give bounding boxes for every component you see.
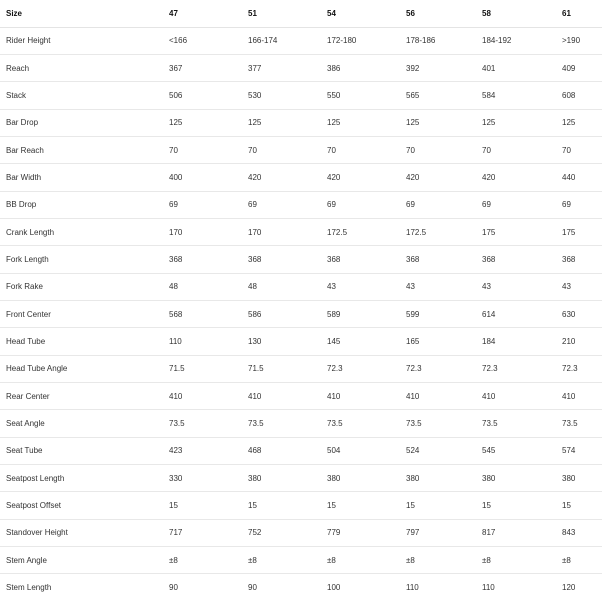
table-cell: 15 bbox=[562, 492, 602, 519]
table-cell: 586 bbox=[248, 300, 327, 327]
table-cell: 565 bbox=[406, 82, 482, 109]
row-label: Bar Reach bbox=[0, 136, 169, 163]
table-body bbox=[0, 27, 602, 601]
table-cell: 380 bbox=[482, 465, 562, 492]
table-cell: 73.5 bbox=[327, 410, 406, 437]
table-cell: 69 bbox=[248, 191, 327, 218]
header-row bbox=[0, 0, 602, 27]
table-cell: 440 bbox=[562, 164, 602, 191]
table-cell: 43 bbox=[562, 273, 602, 300]
table-cell: 368 bbox=[406, 246, 482, 273]
table-row bbox=[0, 382, 602, 409]
table-cell: 368 bbox=[248, 246, 327, 273]
row-label: Fork Rake bbox=[0, 273, 169, 300]
table-cell: 69 bbox=[327, 191, 406, 218]
row-label: Standover Height bbox=[0, 519, 169, 546]
table-cell: 599 bbox=[406, 300, 482, 327]
row-label: Rider Height bbox=[0, 27, 169, 54]
table-cell: 178-186 bbox=[406, 27, 482, 54]
table-cell: 43 bbox=[482, 273, 562, 300]
table-cell: 125 bbox=[406, 109, 482, 136]
table-cell: 409 bbox=[562, 54, 602, 81]
table-cell: 545 bbox=[482, 437, 562, 464]
table-cell: 166-174 bbox=[248, 27, 327, 54]
table-cell: 175 bbox=[562, 218, 602, 245]
table-cell: 48 bbox=[248, 273, 327, 300]
table-cell: 210 bbox=[562, 328, 602, 355]
table-cell: 524 bbox=[406, 437, 482, 464]
table-cell: 367 bbox=[169, 54, 248, 81]
row-label: Head Tube Angle bbox=[0, 355, 169, 382]
table-cell: 125 bbox=[562, 109, 602, 136]
table-cell: 172-180 bbox=[327, 27, 406, 54]
row-label: Head Tube bbox=[0, 328, 169, 355]
table-cell: 423 bbox=[169, 437, 248, 464]
table-cell: 15 bbox=[169, 492, 248, 519]
table-row bbox=[0, 410, 602, 437]
table-cell: 125 bbox=[169, 109, 248, 136]
table-row bbox=[0, 355, 602, 382]
row-label: Front Center bbox=[0, 300, 169, 327]
table-cell: 165 bbox=[406, 328, 482, 355]
row-label: Bar Drop bbox=[0, 109, 169, 136]
table-cell: 380 bbox=[327, 465, 406, 492]
table-cell: 175 bbox=[482, 218, 562, 245]
table-cell: 574 bbox=[562, 437, 602, 464]
table-cell: 400 bbox=[169, 164, 248, 191]
table-cell: 330 bbox=[169, 465, 248, 492]
table-cell: 73.5 bbox=[169, 410, 248, 437]
row-label: Crank Length bbox=[0, 218, 169, 245]
table-cell: 70 bbox=[327, 136, 406, 163]
table-cell: 410 bbox=[482, 382, 562, 409]
table-cell: 380 bbox=[562, 465, 602, 492]
table-cell: 392 bbox=[406, 54, 482, 81]
table-row bbox=[0, 27, 602, 54]
table-cell: 380 bbox=[248, 465, 327, 492]
table-cell: 70 bbox=[406, 136, 482, 163]
table-cell: ±8 bbox=[482, 547, 562, 574]
row-label: Seatpost Length bbox=[0, 465, 169, 492]
row-label: Seat Tube bbox=[0, 437, 169, 464]
table-cell: 90 bbox=[248, 583, 257, 593]
table-row bbox=[0, 300, 602, 327]
table-cell: 717 bbox=[169, 519, 248, 546]
table-cell: ±8 bbox=[406, 547, 482, 574]
table-cell: 368 bbox=[327, 246, 406, 273]
row-label: Stem Angle bbox=[0, 547, 169, 574]
table-cell: 410 bbox=[248, 382, 327, 409]
table-cell: 110 bbox=[169, 328, 248, 355]
table-cell: 69 bbox=[169, 191, 248, 218]
header-cell-size-1: 47 bbox=[169, 0, 248, 27]
table-cell: 15 bbox=[248, 492, 327, 519]
table-cell: 504 bbox=[327, 437, 406, 464]
table-cell: 145 bbox=[327, 328, 406, 355]
table-cell: 420 bbox=[248, 164, 327, 191]
table-cell: 420 bbox=[482, 164, 562, 191]
table-cell: 73.5 bbox=[562, 410, 602, 437]
table-cell: ±8 bbox=[248, 547, 327, 574]
table-cell: 368 bbox=[482, 246, 562, 273]
row-label: Fork Length bbox=[0, 246, 169, 273]
table-cell: 170 bbox=[169, 218, 248, 245]
table-cell: ±8 bbox=[562, 547, 602, 574]
table-cell: 130 bbox=[248, 328, 327, 355]
table-cell: 70 bbox=[169, 136, 248, 163]
table-cell: 15 bbox=[482, 492, 562, 519]
table-cell: 589 bbox=[327, 300, 406, 327]
table-cell: 70 bbox=[562, 136, 602, 163]
table-cell: 125 bbox=[248, 109, 327, 136]
row-label: Bar Width bbox=[0, 164, 169, 191]
table-cell: ±8 bbox=[169, 547, 248, 574]
table-row bbox=[0, 492, 602, 519]
table-cell: 172.5 bbox=[327, 218, 406, 245]
row-label: Seatpost Offset bbox=[0, 492, 169, 519]
table-cell: 752 bbox=[248, 519, 327, 546]
table-cell: 420 bbox=[327, 164, 406, 191]
table-cell: 608 bbox=[562, 82, 602, 109]
header-cell-size-2: 51 bbox=[248, 0, 327, 27]
table-cell: 817 bbox=[482, 519, 562, 546]
table-row bbox=[0, 519, 602, 546]
table-cell: 110 bbox=[406, 583, 419, 593]
table-cell: 386 bbox=[327, 54, 406, 81]
table-row bbox=[0, 218, 602, 245]
table-cell: 72.3 bbox=[406, 355, 482, 382]
header-cell-size-5: 58 bbox=[482, 0, 562, 27]
table-cell: 170 bbox=[248, 218, 327, 245]
table-cell: 110 bbox=[482, 583, 495, 593]
header-cell-size-6: 61 bbox=[562, 0, 602, 27]
table-cell: 15 bbox=[406, 492, 482, 519]
table-cell: 70 bbox=[248, 136, 327, 163]
table-row bbox=[0, 437, 602, 464]
table-cell: 43 bbox=[327, 273, 406, 300]
table-row bbox=[0, 246, 602, 273]
table-cell: >190 bbox=[562, 27, 602, 54]
table-cell: 73.5 bbox=[406, 410, 482, 437]
table-cell: 72.3 bbox=[482, 355, 562, 382]
table-cell: 368 bbox=[562, 246, 602, 273]
table-row bbox=[0, 574, 602, 601]
table-cell: 614 bbox=[482, 300, 562, 327]
table-cell: 401 bbox=[482, 54, 562, 81]
table-cell: 72.3 bbox=[562, 355, 602, 382]
table-cell: 530 bbox=[248, 82, 327, 109]
table-row bbox=[0, 191, 602, 218]
table-cell: 377 bbox=[248, 54, 327, 81]
row-label: Rear Center bbox=[0, 382, 169, 409]
table-cell: 380 bbox=[406, 465, 482, 492]
table-cell: 368 bbox=[169, 246, 248, 273]
table-cell: 184-192 bbox=[482, 27, 562, 54]
table-cell: 125 bbox=[327, 109, 406, 136]
table-cell: 568 bbox=[169, 300, 248, 327]
row-label: Reach bbox=[0, 54, 169, 81]
table-cell: 797 bbox=[406, 519, 482, 546]
table-cell: 420 bbox=[406, 164, 482, 191]
table-cell: 468 bbox=[248, 437, 327, 464]
header-cell-size-4: 56 bbox=[406, 0, 482, 27]
table-cell: 550 bbox=[327, 82, 406, 109]
table-cell: 584 bbox=[482, 82, 562, 109]
table-cell: 100 bbox=[327, 583, 341, 593]
table-cell: 71.5 bbox=[248, 355, 327, 382]
table-cell: 843 bbox=[562, 519, 602, 546]
table-cell: <166 bbox=[169, 27, 248, 54]
table-cell: 48 bbox=[169, 273, 248, 300]
table-row bbox=[0, 109, 602, 136]
row-label: Stack bbox=[0, 82, 169, 109]
table-row bbox=[0, 164, 602, 191]
table-row bbox=[0, 136, 602, 163]
table-cell: 184 bbox=[482, 328, 562, 355]
row-label: Seat Angle bbox=[0, 410, 169, 437]
table-cell: 410 bbox=[169, 382, 248, 409]
table-cell: 410 bbox=[406, 382, 482, 409]
table-row bbox=[0, 465, 602, 492]
table-cell: 410 bbox=[562, 382, 602, 409]
table-row bbox=[0, 273, 602, 300]
table-row bbox=[0, 328, 602, 355]
table-cell: 71.5 bbox=[169, 355, 248, 382]
table-row bbox=[0, 82, 602, 109]
table-cell: 779 bbox=[327, 519, 406, 546]
table-cell: 506 bbox=[169, 82, 248, 109]
table-row bbox=[0, 547, 602, 574]
row-label: BB Drop bbox=[0, 191, 169, 218]
header-cell-size-3: 54 bbox=[327, 0, 406, 27]
table-cell: 90 bbox=[169, 583, 178, 593]
table-cell: 69 bbox=[482, 191, 562, 218]
table-cell: 73.5 bbox=[248, 410, 327, 437]
table-cell: 120 bbox=[562, 583, 576, 593]
table-cell: 43 bbox=[406, 273, 482, 300]
header-cell-size: Size bbox=[0, 0, 169, 27]
table-cell: 125 bbox=[482, 109, 562, 136]
table-cell: 15 bbox=[327, 492, 406, 519]
table-cell: 73.5 bbox=[482, 410, 562, 437]
table-cell: 70 bbox=[482, 136, 562, 163]
table-cell: 69 bbox=[562, 191, 602, 218]
table-cell: 69 bbox=[406, 191, 482, 218]
table-cell: 630 bbox=[562, 300, 602, 327]
row-label: Stem Length bbox=[6, 583, 52, 593]
table-cell: 172.5 bbox=[406, 218, 482, 245]
table-cell: 72.3 bbox=[327, 355, 406, 382]
table-cell: ±8 bbox=[327, 547, 406, 574]
table-cell: 410 bbox=[327, 382, 406, 409]
table-row bbox=[0, 54, 602, 81]
